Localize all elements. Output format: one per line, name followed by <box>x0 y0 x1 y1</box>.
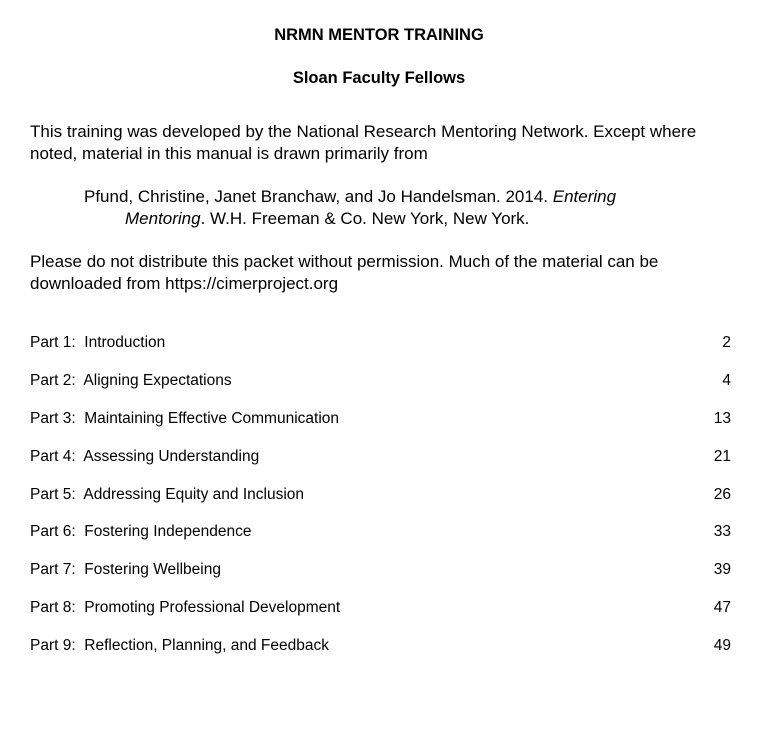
toc-page-number: 4 <box>722 371 731 389</box>
toc-page-number: 33 <box>713 523 731 541</box>
toc-row <box>30 371 731 409</box>
table-of-contents <box>30 333 731 674</box>
toc-label: Part 9: Reflection, Planning, and Feedback <box>30 637 329 655</box>
toc-row <box>30 560 731 598</box>
intro-paragraph: This training was developed by the National Research Mentoring Network. Except where noted, material in this manual is drawn primarily from <box>30 122 697 163</box>
toc-page-number: 47 <box>713 599 731 617</box>
toc-label: Part 8: Promoting Professional Development <box>30 599 341 617</box>
toc-label: Part 1: Introduction <box>30 334 166 351</box>
distribution-notice: Please do not distribute this packet without permission. Much of the material can be downloaded from https://cimerproject.org <box>30 252 659 293</box>
toc-page-number: 49 <box>713 637 731 655</box>
toc-row <box>30 522 731 560</box>
citation-title-part2: Mentoring <box>125 209 201 228</box>
toc-page-number: 2 <box>722 334 731 351</box>
citation-title-part1: Entering <box>552 187 617 206</box>
citation <box>84 186 724 230</box>
toc-page-number: 21 <box>713 447 731 465</box>
toc-row <box>30 409 731 447</box>
toc-label: Part 5: Addressing Equity and Inclusion <box>30 485 304 503</box>
document-subtitle: Sloan Faculty Fellows <box>292 69 466 87</box>
toc-label: Part 7: Fostering Wellbeing <box>30 561 221 579</box>
citation-publisher: . W.H. Freeman & Co. New York, New York. <box>200 209 530 228</box>
toc-label: Part 4: Assessing Understanding <box>30 447 260 465</box>
toc-page-number: 26 <box>713 485 731 503</box>
citation-authors: Pfund, Christine, Janet Branchaw, and Jo Handelsman. 2014. <box>84 187 553 206</box>
toc-row <box>30 333 731 371</box>
toc-label: Part 3: Maintaining Effective Communication <box>30 409 340 427</box>
toc-page-number: 39 <box>713 561 731 579</box>
toc-label: Part 2: Aligning Expectations <box>30 371 232 389</box>
toc-row <box>30 636 731 674</box>
toc-row <box>30 598 731 636</box>
toc-page-number: 13 <box>713 409 731 427</box>
toc-row <box>30 447 731 485</box>
document-title: NRMN MENTOR TRAINING <box>274 26 484 44</box>
citation-line-2 <box>84 208 724 230</box>
toc-row <box>30 485 731 523</box>
citation-line-1 <box>84 186 724 208</box>
toc-label: Part 6: Fostering Independence <box>30 523 252 541</box>
